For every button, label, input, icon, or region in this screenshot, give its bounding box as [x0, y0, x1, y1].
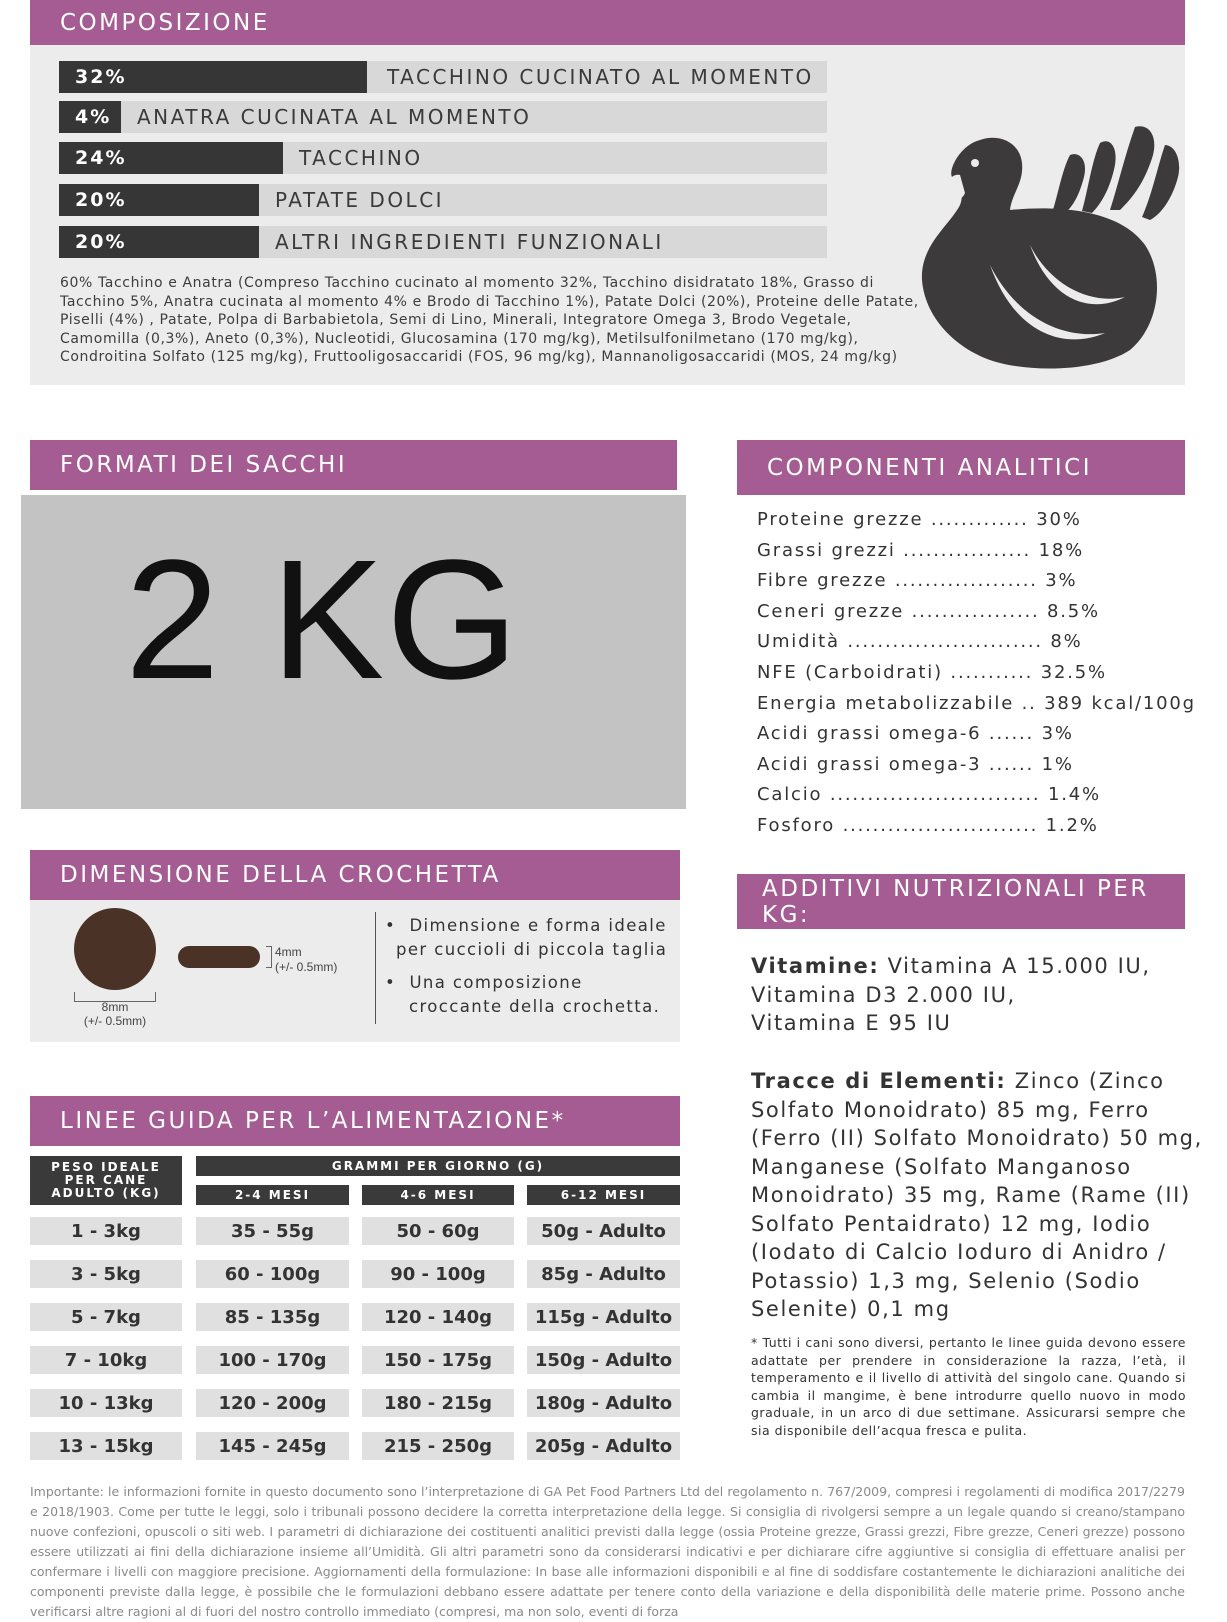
- composition-bar-percent: 32%: [59, 61, 367, 93]
- feeding-grams-cell: 150 - 175g: [362, 1346, 514, 1374]
- age-header-6-12: [527, 1185, 680, 1205]
- ingredients-line: Piselli (4%) , Patate, Polpa di Barbabietola, Semi di Lino, Minerali, Integratore Omega 3, Brodo Vegetale,: [60, 312, 852, 328]
- ingredients-line: 60% Tacchino e Anatra (Compreso Tacchino cucinato al momento 32%, Tacchino disidratato 18%, Grasso di: [60, 275, 875, 291]
- feeding-grams-cell: 50g - Adulto: [527, 1217, 680, 1245]
- ingredients-line: Condroitina Solfato (125 mg/kg), Fruttooligosaccaridi (FOS, 96 mg/kg), Mannanoligosaccaridi (MOS, 24 mg/kg): [60, 349, 898, 365]
- composition-bar: [59, 226, 827, 258]
- vitamins-line: Vitamina E 95 IU: [751, 1011, 952, 1035]
- feeding-grams-cell: 50 - 60g: [362, 1217, 514, 1245]
- feeding-grams-cell: 120 - 200g: [196, 1389, 349, 1417]
- feeding-grams-cell: 180 - 215g: [362, 1389, 514, 1417]
- feeding-weight-cell: 10 - 13kg: [30, 1389, 182, 1417]
- weight-header-line: PER CANE: [64, 1173, 148, 1187]
- composition-title: COMPOSIZIONE: [60, 9, 270, 36]
- composition-bar-percent: 24%: [59, 142, 283, 174]
- kibble-diameter-label: [60, 1000, 170, 1028]
- feeding-weight-cell: 5 - 7kg: [30, 1303, 182, 1331]
- kibble-bullet-line: Dimensione e forma ideale: [409, 916, 667, 935]
- analytical-item: Acidi grassi omega-3 ...... 1%: [757, 753, 1074, 775]
- trace-line: Solfato Monoidrato) 85 mg, Ferro: [751, 1097, 1150, 1122]
- feeding-title: LINEE GUIDA PER L’ALIMENTAZIONE*: [60, 1108, 566, 1134]
- composition-bar-label: TACCHINO: [299, 146, 423, 170]
- kibble-side-shape: [178, 946, 260, 968]
- composition-bar-label: ANATRA CUCINATA AL MOMENTO: [137, 105, 532, 129]
- age-header-2-4: [196, 1185, 349, 1205]
- composition-header: [30, 0, 1185, 45]
- trace-line: Potassio) 1,3 mg, Selenio (Sodio: [751, 1268, 1141, 1293]
- composition-bar-percent: 4%: [59, 101, 121, 133]
- trace-line: Manganese (Solfato Manganoso: [751, 1154, 1132, 1179]
- analytical-item: Energia metabolizzabile .. 389 kcal/100g: [757, 692, 1196, 714]
- kibble-header: [30, 850, 680, 900]
- trace-line: (Ferro (II) Solfato Monoidrato) 50 mg,: [751, 1126, 1203, 1150]
- ingredients-line: Tacchino 5%, Anatra cucinata al momento 4% e Brodo di Tacchino 1%), Patate Dolci (20%), Proteine delle Patate,: [60, 293, 919, 310]
- feeding-grams-cell: 180g - Adulto: [527, 1389, 680, 1417]
- vitamins-label: Vitamine:: [751, 954, 880, 978]
- analytical-item: Acidi grassi omega-6 ...... 3%: [757, 723, 1074, 745]
- feeding-grams-cell: 90 - 100g: [362, 1260, 514, 1288]
- analytical-item: Ceneri grezze ................. 8.5%: [757, 600, 1100, 622]
- age-header-label: 2-4 MESI: [234, 1187, 311, 1202]
- analytical-item: Fibre grezze ................... 3%: [757, 570, 1078, 592]
- vitamins-line: Vitamina A 15.000 IU,: [887, 954, 1151, 978]
- analytical-item: NFE (Carboidrati) ........... 32.5%: [757, 662, 1107, 683]
- analytical-item: Umidità .......................... 8%: [757, 631, 1083, 653]
- feeding-grams-cell: 205g - Adulto: [527, 1432, 680, 1460]
- feeding-grams-cell: 85 - 135g: [196, 1303, 349, 1331]
- feeding-grams-cell: 60 - 100g: [196, 1260, 349, 1288]
- trace-elements-block: [751, 1067, 1211, 1324]
- trace-line: Selenite) 0,1 mg: [751, 1297, 951, 1321]
- composition-bar-label: PATATE DOLCI: [275, 188, 445, 212]
- weight-header-line: ADULTO (KG): [51, 1186, 161, 1200]
- analytical-item: Proteine grezze ............. 30%: [757, 509, 1082, 530]
- feeding-footnote: * Tutti i cani sono diversi, pertanto le linee guida devono essere adattate per prendere in considerazione la razza, l’età, il temperamento e il livello di attività del singolo cane. Quando si cambia il mangime, è bene introdurre quello nuovo in modo graduale, in un arco di due settimane. Assicurarsi sempre che sia disponibile dell’acqua fresca e pulita.: [751, 1335, 1186, 1438]
- ingredients-list: [60, 274, 920, 367]
- kibble-thickness-label: [275, 945, 337, 975]
- feeding-grams-cell: 100 - 170g: [196, 1346, 349, 1374]
- kibble-bullets: [385, 914, 680, 1019]
- bag-formats-header: [30, 440, 677, 490]
- kibble-diameter: 8mm: [101, 1000, 129, 1014]
- feeding-grams-cell: 35 - 55g: [196, 1217, 349, 1245]
- analytical-header: [737, 440, 1185, 495]
- weight-header-line: PESO IDEALE: [51, 1160, 161, 1174]
- feeding-grams-cell: 115g - Adulto: [527, 1303, 680, 1331]
- composition-bar-percent: 20%: [59, 184, 259, 216]
- analytical-title: COMPONENTI ANALITICI: [767, 454, 1093, 481]
- analytical-item: Calcio ............................ 1.4%: [757, 784, 1101, 806]
- composition-bar: [59, 61, 827, 93]
- composition-bar: [59, 184, 827, 216]
- kibble-divider: [375, 912, 376, 1024]
- trace-line: Monoidrato) 35 mg, Rame (Rame (II): [751, 1183, 1191, 1207]
- trace-line: Zinco (Zinco: [1014, 1069, 1165, 1093]
- vitamins-line: Vitamina D3 2.000 IU,: [751, 982, 1016, 1007]
- composition-bar-label: ALTRI INGREDIENTI FUNZIONALI: [275, 230, 664, 254]
- age-header-label: 4-6 MESI: [400, 1187, 476, 1202]
- weight-column-header: [30, 1156, 182, 1205]
- age-header-label: 6-12 MESI: [560, 1187, 647, 1202]
- thickness-dimension-line: [266, 946, 272, 968]
- additives-title: ADDITIVI NUTRIZIONALI PER KG:: [762, 875, 1149, 928]
- analytical-item: Fosforo .......................... 1.2%: [757, 815, 1099, 836]
- grams-header: [196, 1156, 680, 1176]
- feeding-weight-cell: 3 - 5kg: [30, 1260, 182, 1288]
- grams-header-label: GRAMMI PER GIORNO (G): [331, 1158, 545, 1173]
- composition-bar-percent: 20%: [59, 226, 259, 258]
- composition-bar: [59, 142, 827, 174]
- kibble-bullet: • Una composizione croccante della crochetta.: [385, 971, 680, 1019]
- feeding-weight-cell: 7 - 10kg: [30, 1346, 182, 1374]
- age-header-4-6: [362, 1185, 514, 1205]
- composition-bar: [59, 101, 827, 133]
- kibble-bullet: • Dimensione e forma ideale per cuccioli di piccola taglia: [385, 914, 680, 962]
- feeding-weight-cell: 1 - 3kg: [30, 1217, 182, 1245]
- kibble-diameter-tolerance: (+/- 0.5mm): [83, 1014, 147, 1028]
- kibble-round-shape: [74, 908, 156, 990]
- trace-line: Solfato Pentaidrato) 12 mg, Iodio: [751, 1211, 1152, 1236]
- kibble-bullet-line: croccante della crochetta.: [409, 997, 661, 1016]
- feeding-grams-cell: 150g - Adulto: [527, 1346, 680, 1374]
- additives-header: [737, 874, 1185, 929]
- trace-elements-label: Tracce di Elementi:: [751, 1069, 1007, 1093]
- analytical-item: Grassi grezzi ................. 18%: [757, 539, 1084, 561]
- trace-line: (Iodato di Calcio Ioduro di Anidro /: [751, 1240, 1167, 1264]
- feeding-grams-cell: 120 - 140g: [362, 1303, 514, 1331]
- feeding-grams-cell: 215 - 250g: [362, 1432, 514, 1460]
- feeding-grams-cell: 85g - Adulto: [527, 1260, 680, 1288]
- kibble-bullet-line: Una composizione: [409, 973, 583, 992]
- feeding-weight-cell: 13 - 15kg: [30, 1432, 182, 1460]
- feeding-header: [30, 1096, 680, 1146]
- composition-bar-label: TACCHINO CUCINATO AL MOMENTO: [387, 65, 814, 89]
- feeding-grams-cell: 145 - 245g: [196, 1432, 349, 1460]
- vitamins-block: [751, 952, 1211, 1038]
- ingredients-line: Camomilla (0,3%), Aneto (0,3%), Nucleotidi, Glucosamina (170 mg/kg), Metilsulfonilmetano (170 mg/kg),: [60, 330, 859, 347]
- bag-formats-title: FORMATI DEI SACCHI: [60, 452, 348, 478]
- kibble-thickness: 4mm: [275, 945, 302, 959]
- kibble-title: DIMENSIONE DELLA CROCHETTA: [60, 862, 501, 888]
- bag-size: 2 KG: [125, 525, 521, 715]
- kibble-thickness-tolerance: (+/- 0.5mm): [275, 960, 338, 974]
- legal-disclaimer: Importante: le informazioni fornite in questo documento sono l’interpretazione di GA Pet Food Partners Ltd del regolamento n. 767/2009, compresi i regolamenti di modifica 2017/2279 e 2018/1903. Come per tutte le leggi, solo i tribunali possono decidere la corretta interpretazione della legge. Si consiglia di rivolgersi sempre a un legale quando si creano/stampano nuove confezioni, opuscoli o siti web. I parametri di dichiarazione dei costituenti analitici previsti dalla legge (ossia Proteine grezze, Grassi grezzi, Fibre grezze, Ceneri grezze) possono essere utilizzati ai fini della dichiarazione insieme all’Umidità. Gli altri parametri sono da considerarsi indicativi e per dichiarare cifre aggiuntive si consiglia di effettuare analisi per confermare i livelli con maggiore precisione. Aggiornamenti della formulazione: In base alle informazioni disponibili e al fine di soddisfare costantemente le dichiarazioni analitiche dei componenti previste dalla legge, è possibile che le formulazioni debbano essere adattate per tenere conto della variazione e della disponibilità delle materie prime. Possono anche verificarsi altre ragioni al di fuori del nostro controllo immediato (compresi, ma non solo, eventi di forza: [30, 1484, 1185, 1619]
- kibble-bullet-line: per cuccioli di piccola taglia: [396, 940, 668, 959]
- turkey-icon: [920, 115, 1185, 370]
